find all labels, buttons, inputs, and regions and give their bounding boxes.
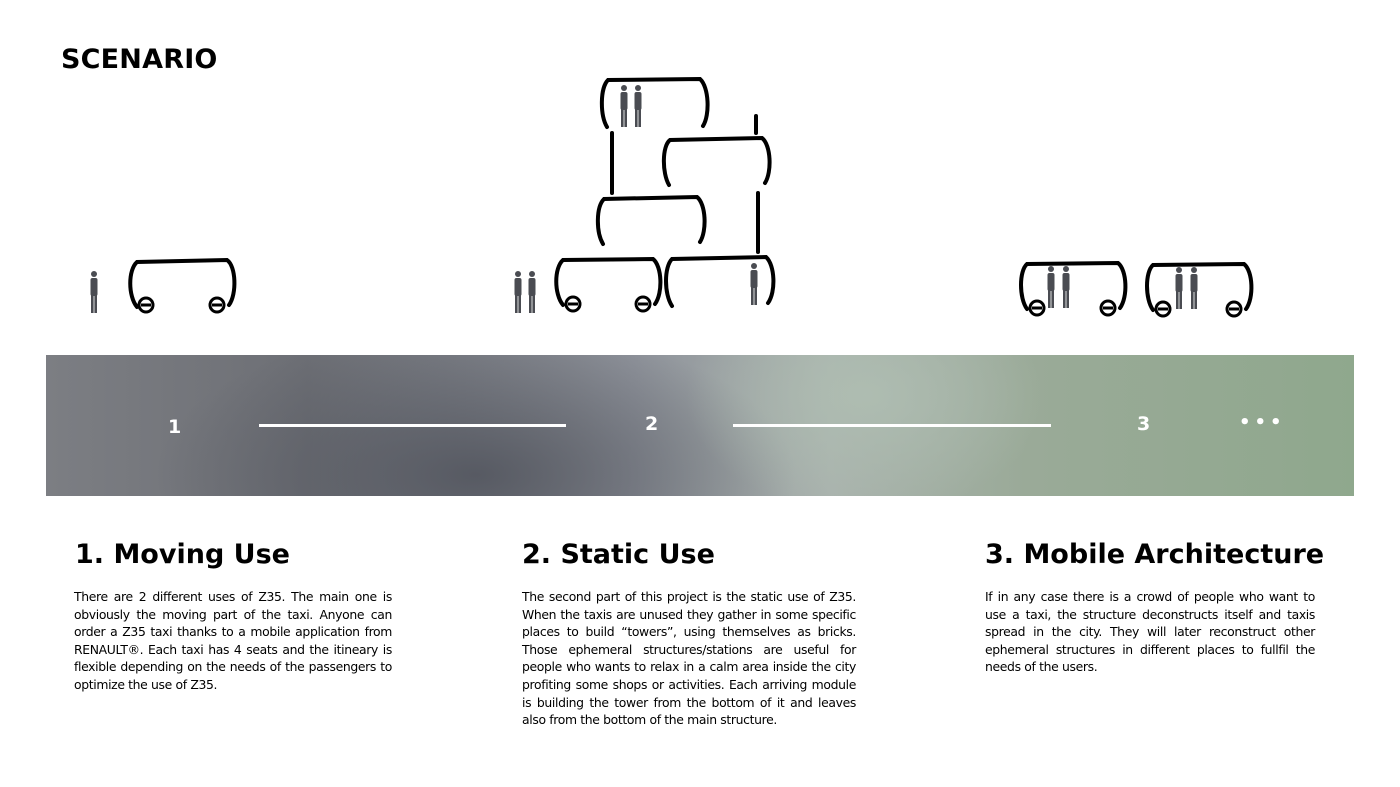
person-figure (635, 85, 642, 127)
wheel-icon (1156, 302, 1170, 316)
wheel-icon (210, 298, 224, 312)
scene-static-use (556, 79, 773, 306)
wheel-icon (1101, 301, 1115, 315)
wheel-icon (1030, 301, 1044, 315)
person-figure (1063, 266, 1070, 308)
person-figure (1176, 267, 1183, 309)
timeline-connector (259, 424, 566, 427)
section-title-mobile-architecture: 3. Mobile Architecture (985, 539, 1325, 570)
person-figure (1048, 266, 1055, 308)
section-body-static-use: The second part of this project is the static use of Z35. When the taxis are unused they gather in some specific places to build “towers”, using themselves as bricks. Those ephemeral structures/stations are useful for people who wants to relax in a calm area inside the city profiting some shops or activities. Each arriving module is building the tower from the bottom of it and leaves also from the bottom of the main structure. (522, 589, 856, 728)
timeline-bar (46, 355, 1354, 496)
tower-module (598, 197, 705, 244)
wheel-icon (139, 298, 153, 312)
person-figure (621, 85, 628, 127)
section-title-moving-use: 1. Moving Use (75, 539, 290, 570)
person-figure (1191, 267, 1198, 309)
page-title: SCENARIO (61, 44, 218, 75)
timeline-step-2: 2 (645, 413, 659, 435)
wheel-icon (1227, 302, 1241, 316)
section-body-mobile-architecture: If in any case there is a crowd of people who want to use a taxi, the structure deconstructs itself and taxis spread in the city. They will later reconstruct other ephemeral structures in different places to fullfil the needs of the users. (985, 589, 1315, 675)
tower-module (664, 138, 770, 185)
section-body-moving-use: There are 2 different uses of Z35. The main one is obviously the moving part of the taxi. Anyone can order a Z35 taxi thanks to a mobile application from RENAULT®. Each taxi has 4 seats and the itineary is flexible depending on the needs of the passengers to optimize the use of Z35. (74, 589, 392, 692)
person-figure (515, 271, 522, 313)
scene-moving-use (91, 260, 235, 313)
timeline-step-1: 1 (168, 416, 182, 438)
timeline-step-3: 3 (1137, 413, 1151, 435)
scenario-illustration (0, 0, 1400, 350)
wheel-icon (636, 297, 650, 311)
timeline-connector (733, 424, 1051, 427)
timeline-more-dots: ••• (1239, 412, 1286, 433)
person-figure (529, 271, 536, 313)
tower-module (602, 79, 708, 127)
taxi-module (130, 260, 234, 307)
person-figure (91, 271, 98, 313)
wheel-icon (566, 297, 580, 311)
section-title-static-use: 2. Static Use (522, 539, 715, 570)
person-figure (751, 263, 758, 305)
scene-mobile-architecture (1021, 263, 1251, 310)
